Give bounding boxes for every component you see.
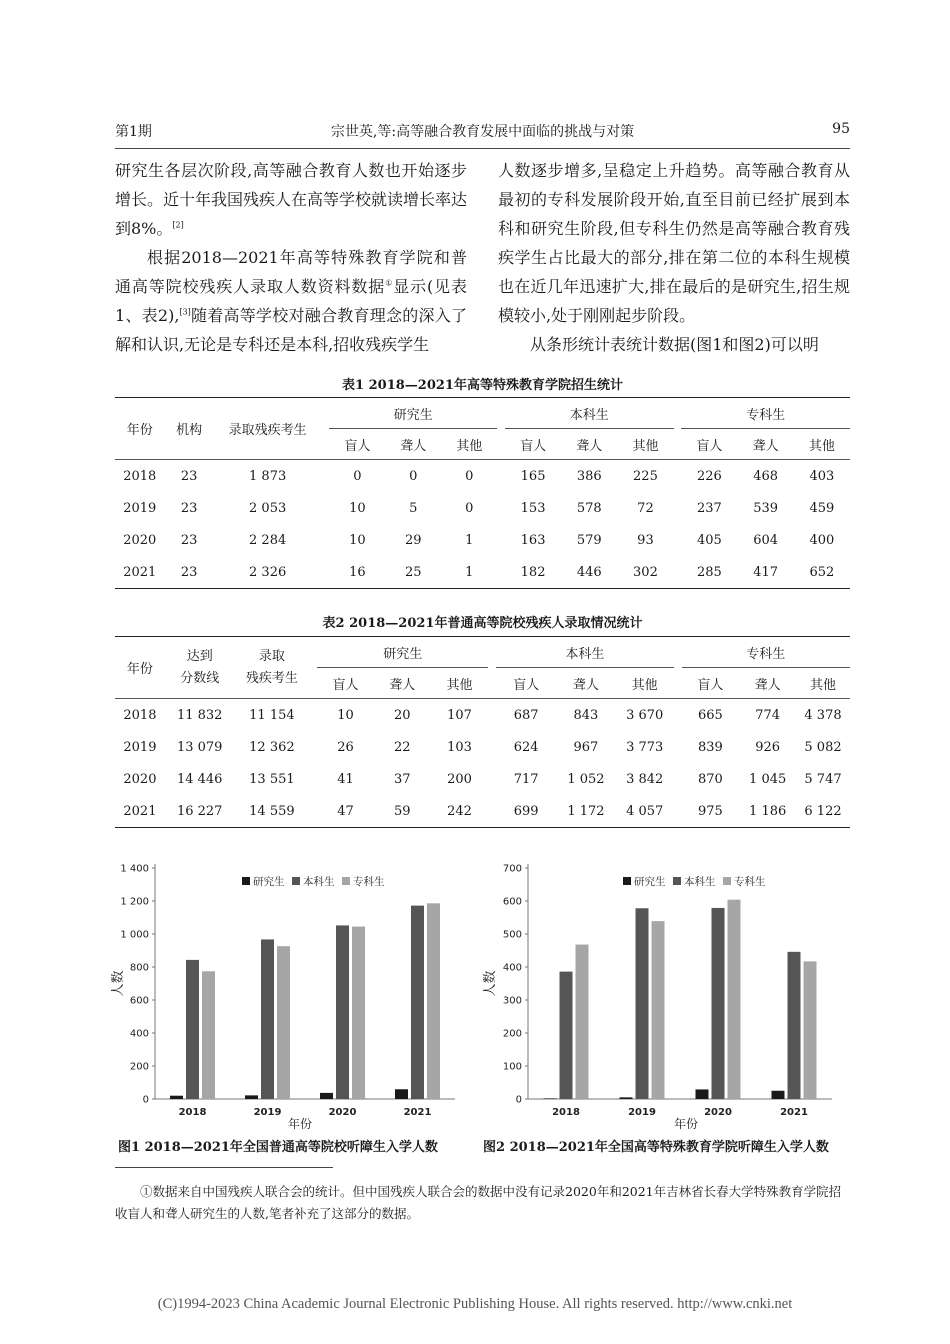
table2-header-score <box>165 637 235 699</box>
table-cell: 165 <box>520 468 546 484</box>
table-cell: 285 <box>681 556 737 589</box>
header-rule <box>115 148 850 149</box>
legend-label: 专科生 <box>353 876 385 888</box>
y-tick-label: 1 000 <box>120 929 149 941</box>
table-cell: 2018 <box>123 468 157 484</box>
x-tick-label: 2018 <box>552 1107 580 1118</box>
bar-本科生 <box>788 952 801 1099</box>
x-axis-label: 年份 <box>673 1117 699 1131</box>
footnote-rule <box>115 1167 333 1168</box>
table1-caption: 表1 2018—2021年高等特殊教育学院招生统计 <box>342 378 623 393</box>
table-cell: 1 873 <box>249 468 287 484</box>
table-cell: 5 747 <box>804 771 842 787</box>
copyright-notice: (C)1994-2023 China Academic Journal Electronic Publishing House. All rights reserved. http://www.cnki.net <box>157 1296 793 1312</box>
table-gap <box>488 795 496 828</box>
x-tick-label: 2019 <box>628 1107 656 1118</box>
table-cell: 1 045 <box>749 771 787 787</box>
legend-swatch-专科生 <box>723 877 731 885</box>
y-tick-label: 0 <box>142 1094 149 1106</box>
bar-本科生 <box>261 939 274 1099</box>
table-cell: 23 <box>180 468 198 484</box>
table-gap <box>497 556 505 589</box>
table1-subheader: 其他 <box>632 438 659 454</box>
left-column <box>115 156 467 359</box>
paragraph-text: 显示(见表1、表2), <box>115 277 467 325</box>
table-cell: 72 <box>637 500 654 516</box>
table2-group-grad: 研究生 <box>317 637 488 668</box>
paragraph-text: 研究生各层次阶段,高等融合教育人数也开始逐步增长。近十年我国残疾人在高等学校就读增长率达到8%。 <box>115 161 468 238</box>
table-gap <box>309 731 317 763</box>
legend-swatch-本科生 <box>673 877 681 885</box>
table-cell: 11 832 <box>176 707 223 723</box>
table2-subheader: 聋人 <box>572 677 599 693</box>
table-row <box>115 699 850 732</box>
table-cell: 10 <box>349 532 366 548</box>
table-cell: 403 <box>809 468 835 484</box>
y-tick-label: 1 400 <box>120 863 149 875</box>
table1 <box>115 397 850 589</box>
figure1-caption: 图1 2018—2021年全国普通高等院校听障生入学人数 <box>118 1140 438 1155</box>
legend-swatch-研究生 <box>623 877 631 885</box>
table-gap <box>309 763 317 795</box>
table-cell: 687 <box>513 707 539 723</box>
x-tick-label: 2020 <box>704 1107 732 1118</box>
table1-subheader: 聋人 <box>752 438 779 454</box>
y-tick-label: 1 200 <box>120 896 149 908</box>
table-row <box>115 524 850 556</box>
table-cell: 14 559 <box>235 795 310 828</box>
table2-subheader: 聋人 <box>389 677 416 693</box>
table-cell: 459 <box>809 500 835 516</box>
citation[interactable]: [3] <box>179 307 191 317</box>
table2-subheader: 聋人 <box>754 677 781 693</box>
bar-本科生 <box>186 960 199 1099</box>
bar-本科生 <box>560 972 573 1099</box>
paragraph <box>115 156 467 243</box>
header-line: 残疾考生 <box>245 670 298 686</box>
bar-专科生 <box>277 946 290 1099</box>
table-gap <box>674 492 682 524</box>
table1-subheader: 其他 <box>456 438 483 454</box>
bar-本科生 <box>336 925 349 1099</box>
table-gap <box>674 460 682 493</box>
table-cell: 153 <box>520 500 546 516</box>
table-cell: 12 362 <box>249 739 295 755</box>
table1-subheader: 其他 <box>808 438 835 454</box>
table2-subheader: 其他 <box>631 677 658 693</box>
table1-header-admitted: 录取残疾考生 <box>214 398 322 460</box>
table-cell: 103 <box>447 739 472 755</box>
table-cell: 14 446 <box>176 771 223 787</box>
y-tick-label: 800 <box>129 962 149 974</box>
issue-number: 第1期 <box>115 124 152 140</box>
table-gap <box>488 699 496 732</box>
table-cell: 1 <box>465 532 474 548</box>
page-number: 95 <box>832 121 850 137</box>
table-gap <box>674 524 682 556</box>
table-gap <box>674 795 682 828</box>
article-title: 宗世英,等:高等融合教育发展中面临的挑战与对策 <box>330 124 635 140</box>
table-cell: 386 <box>576 468 602 484</box>
table-gap <box>322 524 330 556</box>
table-cell: 578 <box>576 500 602 516</box>
paragraph: 从条形统计表统计数据(图1和图2)可以明 <box>530 335 819 354</box>
table2 <box>115 636 850 828</box>
y-tick-label: 400 <box>129 1028 149 1040</box>
table-cell: 1 052 <box>567 771 605 787</box>
table-cell: 417 <box>738 556 794 589</box>
bar-研究生 <box>696 1089 709 1099</box>
legend-label: 研究生 <box>634 876 666 888</box>
table-row <box>115 731 850 763</box>
table-gap <box>674 699 682 732</box>
table-cell: 13 551 <box>249 771 295 787</box>
table1-subheader: 聋人 <box>576 438 603 454</box>
table-cell: 405 <box>697 532 722 548</box>
table-cell: 16 227 <box>165 795 235 828</box>
table-cell: 3 670 <box>626 707 664 723</box>
x-tick-label: 2021 <box>780 1107 808 1118</box>
table-cell: 182 <box>505 556 561 589</box>
table-row <box>115 460 850 493</box>
x-tick-label: 2018 <box>178 1107 207 1118</box>
table-cell: 717 <box>513 771 539 787</box>
table-cell: 1 172 <box>556 795 616 828</box>
table-gap <box>674 763 682 795</box>
table-cell: 5 <box>409 500 418 516</box>
table2-group-undergrad: 本科生 <box>496 637 673 668</box>
bar-专科生 <box>804 961 817 1099</box>
table-gap <box>488 731 496 763</box>
y-tick-label: 100 <box>502 1061 522 1073</box>
table-cell: 13 079 <box>176 739 223 755</box>
legend-swatch-专科生 <box>342 877 350 885</box>
table-cell: 2020 <box>123 771 157 787</box>
table-gap <box>322 556 330 589</box>
table-gap <box>322 460 330 493</box>
bar-研究生 <box>320 1093 333 1099</box>
y-tick-label: 200 <box>129 1061 149 1073</box>
table2-subheader: 其他 <box>810 677 837 693</box>
table-cell: 47 <box>317 795 374 828</box>
bar-专科生 <box>652 921 665 1099</box>
table-cell: 225 <box>633 468 658 484</box>
table2-subheader: 盲人 <box>332 677 359 693</box>
bar-专科生 <box>352 927 365 1099</box>
table-gap <box>497 492 505 524</box>
table-cell: 652 <box>794 556 850 589</box>
footnote: ①数据来自中国残疾人联合会的统计。但中国残疾人联合会的数据中没有记录2020年和2021年吉林省长春大学特殊教育学院招收盲人和聋人研究生的人数,笔者补充了这部分的数据。 <box>115 1184 842 1221</box>
y-axis-label: 人数 <box>483 970 498 997</box>
table-cell: 0 <box>465 500 474 516</box>
table1-body <box>115 460 850 589</box>
table-cell: 29 <box>405 532 422 548</box>
running-header <box>115 121 850 143</box>
table-cell: 579 <box>576 532 602 548</box>
table1-group-college: 专科生 <box>681 398 850 429</box>
table1-subheader: 盲人 <box>696 438 723 454</box>
table1-subheader: 盲人 <box>344 438 371 454</box>
table-cell: 5 082 <box>804 739 842 755</box>
table-cell: 774 <box>755 707 781 723</box>
legend-label: 研究生 <box>253 876 285 888</box>
table-cell: 699 <box>496 795 556 828</box>
table2-subheader: 盲人 <box>513 677 540 693</box>
y-tick-label: 700 <box>502 863 522 875</box>
legend-label: 本科生 <box>303 876 335 888</box>
bar-研究生 <box>772 1091 785 1099</box>
legend-swatch-本科生 <box>292 877 300 885</box>
paragraph-text: 随着高等学校对融合教育理念的深入了解和认识,无论是专科还是本科,招收残疾学生 <box>115 306 467 354</box>
table-cell: 2020 <box>123 532 157 548</box>
y-tick-label: 600 <box>129 995 149 1007</box>
table2-header-year: 年份 <box>115 637 165 699</box>
x-axis-label: 年份 <box>287 1117 313 1131</box>
paragraph-text: 根据2018—2021年高等特殊教育学院和普通高等院校残疾人录取人数资料数据 <box>115 248 467 296</box>
table1-group-grad: 研究生 <box>329 398 497 429</box>
x-tick-label: 2021 <box>403 1107 432 1118</box>
bar-研究生 <box>620 1097 633 1099</box>
header-line: 录取 <box>258 648 285 664</box>
table-cell: 2 053 <box>249 500 287 516</box>
table-cell: 26 <box>337 739 354 755</box>
table-cell: 2021 <box>115 556 165 589</box>
table1-header-year: 年份 <box>115 398 165 460</box>
table-gap <box>674 556 682 589</box>
table-gap <box>674 731 682 763</box>
table-cell: 446 <box>561 556 617 589</box>
bar-本科生 <box>636 908 649 1099</box>
table-cell: 975 <box>682 795 740 828</box>
table-cell: 59 <box>374 795 431 828</box>
table-cell: 839 <box>697 739 723 755</box>
table-cell: 22 <box>393 739 411 755</box>
table1-header-org: 机构 <box>165 398 214 460</box>
table-gap <box>497 460 505 493</box>
paragraph: 人数逐步增多,呈稳定上升趋势。高等融合教育从最初的专科发展阶段开始,直至目前已经扩展到本科和研究生阶段,但专科生仍然是高等融合教育残疾学生占比最大的部分,排在第二位的本科生规模也在近几年迅速扩大,排在最后的是研究生,招生规模较小,处于刚刚起步阶段。 <box>498 161 850 325</box>
table-cell: 2 284 <box>249 532 287 548</box>
table-cell: 3 842 <box>626 771 664 787</box>
table-cell: 107 <box>447 707 472 723</box>
table2-body <box>115 699 850 828</box>
table-cell: 23 <box>165 556 214 589</box>
y-tick-label: 500 <box>502 929 522 941</box>
bar-研究生 <box>395 1089 408 1099</box>
bar-研究生 <box>544 1098 557 1099</box>
table-cell: 237 <box>697 500 722 516</box>
y-tick-label: 0 <box>515 1094 522 1106</box>
table-cell: 1 186 <box>739 795 796 828</box>
table-cell: 4 057 <box>616 795 674 828</box>
table-cell: 163 <box>520 532 546 548</box>
table-cell: 2018 <box>123 707 157 723</box>
table-cell: 11 154 <box>249 707 295 723</box>
table2-header-admitted <box>235 637 310 699</box>
table-cell: 400 <box>809 532 835 548</box>
table-cell: 870 <box>697 771 723 787</box>
table-cell: 6 122 <box>796 795 850 828</box>
right-column <box>498 156 850 359</box>
table2-subheader: 其他 <box>446 677 473 693</box>
table-cell: 926 <box>755 739 781 755</box>
bar-研究生 <box>170 1096 183 1099</box>
legend-swatch-研究生 <box>242 877 250 885</box>
y-tick-label: 200 <box>502 1028 522 1040</box>
table1-group-undergrad: 本科生 <box>505 398 674 429</box>
citation[interactable]: [2] <box>172 220 184 230</box>
table-cell: 302 <box>617 556 673 589</box>
table-cell: 23 <box>180 532 198 548</box>
table-cell: 93 <box>637 532 654 548</box>
footnote-marker[interactable]: ① <box>385 278 394 288</box>
table-gap <box>309 699 317 732</box>
bar-专科生 <box>427 903 440 1099</box>
table1-subheader: 聋人 <box>400 438 427 454</box>
bar-专科生 <box>728 900 741 1099</box>
paragraph <box>115 243 467 359</box>
legend-label: 本科生 <box>684 876 716 888</box>
table-cell: 23 <box>180 500 198 516</box>
table-cell: 10 <box>349 500 366 516</box>
table-cell: 539 <box>753 500 779 516</box>
y-axis-label: 人数 <box>111 970 126 997</box>
table-cell: 2019 <box>123 739 157 755</box>
table2-caption: 表2 2018—2021年普通高等院校残疾人录取情况统计 <box>322 616 643 631</box>
figure2-caption: 图2 2018—2021年全国高等特殊教育学院听障生入学人数 <box>483 1140 829 1155</box>
header-line: 分数线 <box>180 670 220 686</box>
table-cell: 10 <box>337 707 354 723</box>
table-cell: 16 <box>329 556 385 589</box>
x-tick-label: 2019 <box>253 1107 282 1118</box>
figure1-chart <box>110 858 470 1133</box>
table-cell: 242 <box>431 795 489 828</box>
table-cell: 0 <box>409 468 418 484</box>
table-cell: 25 <box>385 556 441 589</box>
y-tick-label: 400 <box>502 962 522 974</box>
bar-本科生 <box>712 908 725 1099</box>
table-cell: 2019 <box>123 500 157 516</box>
table-cell: 2021 <box>115 795 165 828</box>
table-cell: 665 <box>697 707 723 723</box>
table-gap <box>322 492 330 524</box>
table-cell: 2 326 <box>214 556 322 589</box>
table-cell: 468 <box>753 468 779 484</box>
figure2-chart <box>480 858 850 1133</box>
table-row <box>115 556 850 589</box>
table-cell: 967 <box>573 739 599 755</box>
legend-label: 专科生 <box>734 876 766 888</box>
bar-本科生 <box>411 906 424 1099</box>
table-cell: 604 <box>753 532 779 548</box>
bar-专科生 <box>576 945 589 1099</box>
table-gap <box>488 763 496 795</box>
table-cell: 843 <box>573 707 599 723</box>
table-cell: 41 <box>337 771 354 787</box>
table-cell: 226 <box>697 468 722 484</box>
table-cell: 4 378 <box>804 707 842 723</box>
table2-subheader: 盲人 <box>697 677 724 693</box>
table-cell: 0 <box>353 468 362 484</box>
y-tick-label: 600 <box>502 896 522 908</box>
table-row <box>115 795 850 828</box>
table-row <box>115 492 850 524</box>
table-cell: 37 <box>393 771 411 787</box>
table-cell: 200 <box>447 771 472 787</box>
table-gap <box>497 524 505 556</box>
table-gap <box>309 795 317 828</box>
table-row <box>115 763 850 795</box>
x-tick-label: 2020 <box>328 1107 357 1118</box>
bar-研究生 <box>245 1095 258 1099</box>
y-tick-label: 300 <box>502 995 522 1007</box>
header-line: 达到 <box>186 648 213 664</box>
table-cell: 1 <box>441 556 497 589</box>
table-cell: 3 773 <box>626 739 664 755</box>
table-cell: 0 <box>465 468 474 484</box>
table1-subheader: 盲人 <box>520 438 547 454</box>
table-cell: 624 <box>513 739 539 755</box>
bar-专科生 <box>202 971 215 1099</box>
table-cell: 20 <box>393 707 411 723</box>
table2-group-college: 专科生 <box>682 637 851 668</box>
